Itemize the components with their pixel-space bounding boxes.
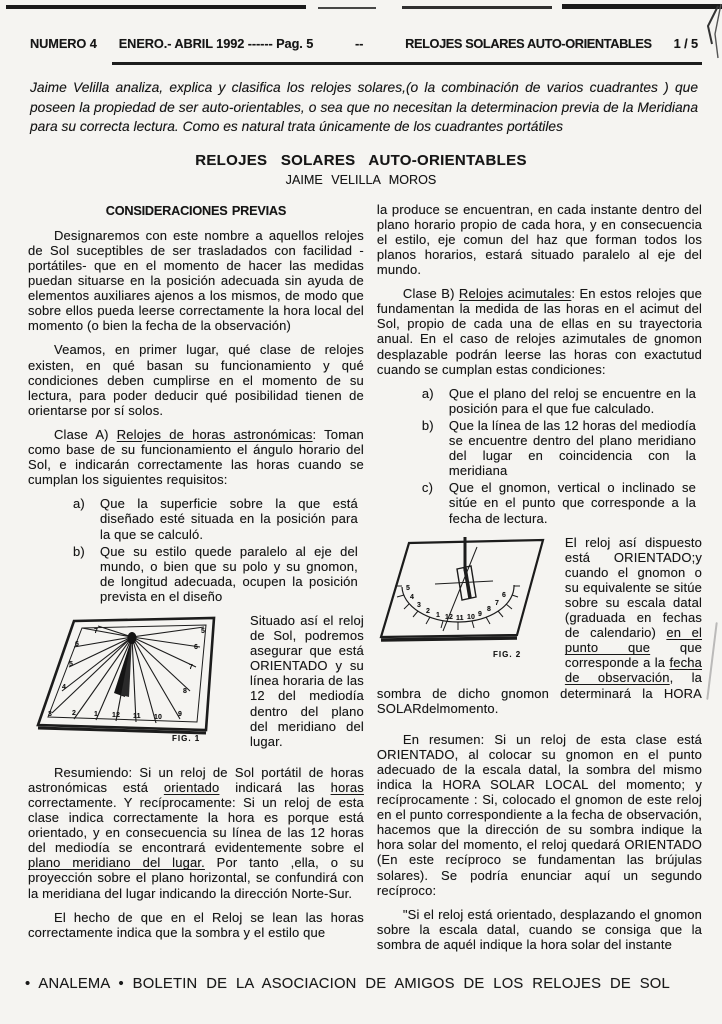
page-footer: • ANALEMA • BOLETIN DE LA ASOCIACION DE AMIGOS DE LOS RELOJES DE SOL [25,976,670,992]
svg-text:2: 2 [72,709,77,717]
right-column [377,202,702,961]
condiciones-list-b [377,386,702,526]
svg-text:4: 4 [62,683,67,691]
left-column [28,202,364,961]
svg-text:7: 7 [494,599,499,607]
list-item-text: Que el plano del reloj se encuentre en la posición para el que fue calculado. [448,385,696,416]
svg-text:9: 9 [178,710,183,718]
scan-line-segment [402,6,552,9]
paragraph-el-reloj-asi: El reloj así dispuesto está ORIENTADO;y cuando el gnomon o su equivalente se sitúe sobre su escala datal (graduada en fechas de calendario) en el punto que que corresponde a la fecha de observación, la sombra de dicho gnomon determinará la HORA SOLARdelmomento. [376,534,702,716]
lead-paragraph: Jaime Velilla analiza, explica y clasifica los relojes solares,(o la combinación de varios cuadrantes ) que poseen la propiedad de ser auto-orientables, o sea que no necesitan la determinacion previa de la Meridiana para su correcta lectura. Como es natural trata únicamente de los cuadrantes portátiles [30,80,698,135]
paragraph-en-resumen: En resumen: Si un reloj de esta clase está ORIENTADO, al colocar su gnomon en el punto adecuado de la escala datal, la sombra del mismo indica la HORA SOLAR LOCAL del momento; y recíprocamente : Si, colocado el gnomon de este reloj en el punto correspondiente a la fecha de observación, hacemos que la dirección de su sombra indique la hora solar del momento, el reloj quedará ORIENTADO (En este recíproco se fundamentan las brújulas solares). Se podría enunciar aquí un segundo recíproco: [376,731,702,898]
issue-date: ENERO.- ABRIL 1992 ------ Pag. 5 [118,36,314,51]
scan-artifact-corner-mark [682,0,722,70]
paragraph-resumiendo: Resumiendo: Si un reloj de Sol portátil de horas astronómicas está orientado indicará las horas correctamente. Y recíprocamente: Si un reloj de esta clase indica correctamente la hora es porque está orientado, y en consecuencia su línea de las 12 horas del mediodía se encontrará evidentemente sobre el plano meridiano del lugar. Por tanto ,ella, o su proyección sobre el plano horizontal, se confundirá con la meridiana del lugar indicando la dirección Norte-Sur. [28,764,364,901]
list-item-label: b) [421,417,434,433]
list-item-label: a) [421,385,434,401]
byline: JAIME VELILLA MOROS [285,172,437,187]
list-item [421,385,696,416]
svg-text:8: 8 [486,605,491,613]
figure-2-caption: FIG. 2 [492,649,522,659]
scan-line-segment [6,5,306,9]
section-heading: CONSIDERACIONES PREVIAS [105,203,287,218]
figure-2-row [377,535,702,725]
svg-text:6: 6 [501,591,506,599]
figure-1-caption: FIG. 1 [172,733,201,743]
paragraph-situado: Situado así el reloj de Sol, podremos asegurar que está ORIENTADO y su línea horaria de las 12 del mediodía dentro del plano del meridiano del lugar. [250,612,364,749]
svg-text:1: 1 [435,611,440,619]
svg-text:11: 11 [133,712,141,720]
paragraph-segundo-reciproco: "Si el reloj está orientado, desplazando el gnomon sobre la escala datal, cuando se consiga que la sombra de aquél indique la hora solar del instante [376,906,702,952]
svg-text:6: 6 [194,643,199,651]
azimuthal-sundial-diagram [377,535,555,667]
list-item-label: a) [73,496,85,512]
paragraph-clase-b: Clase B) Relojes acimutales: En estos relojes que fundamentan la medida de las horas en el acimut del Sol, propio de cada una de ellas en su trayectoria anual. En el caso de relojes azimutales de gnomon desplazable podrán leerse las horas con exactutud cuando se cumplan estas condiciones: [376,286,703,377]
paragraph-la-produce: la produce se encuentran, en cada instante dentro del plano horario propio de cada hora, y en consecuencia el estilo, eje comun del haz que forman todos los planos horarios, estará situado paralelo al eje del mundo. [376,201,702,278]
list-item-text: Que su estilo quede paralelo al eje del mundo, o bien que su polo y su gnomon, de longitud adecuada, ocupen la posición prevista en el diseño [100,543,358,604]
article-title: RELOJES SOLARES AUTO-ORIENTABLES [195,151,527,169]
header-dash: -- [355,36,364,51]
list-item [421,480,696,526]
list-item-text: Que la superficie sobre la que está diseñado esté situada en la posición para la que se calculó. [100,496,358,542]
svg-text:3: 3 [416,601,421,609]
requisitos-list-a [28,496,364,604]
svg-text:8: 8 [183,687,188,695]
two-column-body [0,187,722,961]
svg-text:12: 12 [112,711,121,719]
list-item [73,496,358,542]
svg-text:4: 4 [409,593,414,601]
svg-text:6: 6 [75,640,80,648]
svg-text:7: 7 [94,627,99,635]
scan-line-segment [318,7,376,9]
paragraph-designaremos: Designaremos con este nombre a aquellos relojes de Sol suceptibles de ser trasladados con facilidad -portátiles- que en el momento de hacer las medidas puedan situarse en la posición adecuada sin ayuda de elementos auxiliares ajenos a los mismos, de modo que sobre ellos pueda leerse correctamente la hora local del momento (o bien la fecha de la observación) [28,227,364,334]
svg-text:10: 10 [466,613,476,621]
svg-text:2: 2 [425,607,430,615]
svg-text:9: 9 [477,610,482,618]
figure-1-row [28,613,364,758]
svg-text:12: 12 [444,613,454,621]
list-item-label: c) [421,480,434,496]
svg-text:7: 7 [189,663,194,671]
svg-text:5: 5 [69,660,74,668]
paragraph-veamos: Veamos, en primer lugar, qué clase de relojes existen, en qué basan su funcionamiento y qué condiciones deben cumplirse en el momento de su lectura, para poder deducir qué posibilidad tienen de orientarse por sí solos. [28,342,364,418]
running-title: RELOJES SOLARES AUTO-ORIENTABLES [405,36,652,51]
list-item [73,543,358,604]
svg-text:3: 3 [48,710,53,718]
issue-number: NUMERO 4 [30,36,97,51]
svg-text:1: 1 [94,710,99,718]
svg-text:10: 10 [154,713,163,721]
list-item [421,417,696,479]
list-item-text: Que el gnomon, vertical o inclinado se sitúe en el punto que corresponde a la fecha de lectura. [448,480,696,526]
hour-numerals [406,585,506,622]
svg-text:5: 5 [201,627,206,635]
paragraph-clase-a: Clase A) Relojes de horas astronómicas: Toman como base de su funcionamiento el ángulo horario del Sol, e indicarán correctamente las horas cuando se cumplan los siguientes requisitos: [28,426,364,488]
figure-2-azimuthal-sundial [377,535,555,670]
paragraph-el-hecho: El hecho de que en el Reloj se lean las horas correctamente indica que la sombra y el estilo que [28,909,364,940]
sundial-hour-lines-diagram [28,613,240,743]
gnomon-and-datal-scale [435,537,493,631]
header-rule [112,62,702,65]
list-item-label: b) [73,543,85,559]
list-item-text: Que la línea de las 12 horas del mediodía se encuentre dentro del plano meridiano del lugar en coincidencia con la meridiana [448,417,696,479]
svg-text:5: 5 [405,584,410,592]
page-indicator: 1 / 5 [673,36,699,51]
figure-1-horizontal-sundial [28,613,240,746]
svg-text:11: 11 [455,614,464,622]
